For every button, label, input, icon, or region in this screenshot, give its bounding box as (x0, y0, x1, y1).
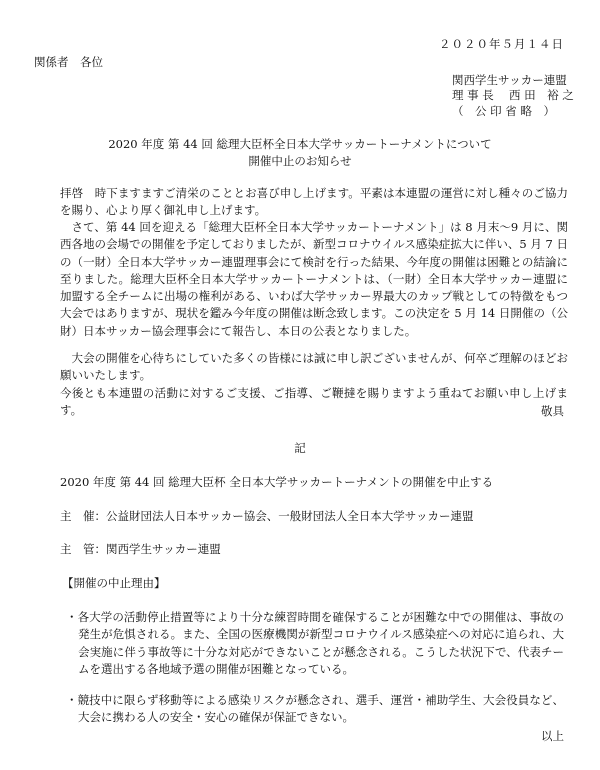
event-statement: 2020 年度 第 44 回 総理大臣杯 全日本大学サッカートーナメントの開催を中止する (60, 475, 494, 489)
organizer-label: 主 催： (60, 509, 106, 523)
document-subtitle: 開催中止のお知らせ (248, 154, 352, 168)
notes-heading: 記 (294, 441, 306, 455)
organizer-value: 公益財団法人日本サッカー協会、一般財団法人全日本大学サッカー連盟 (106, 509, 474, 523)
document-date: ２０２０年５月１４日 (439, 37, 564, 51)
sender-title: 理 事 長 西 田 裕 之 (452, 88, 574, 102)
manager-value: 関西学生サッカー連盟 (106, 542, 221, 556)
greeting-paragraph: 拝啓 時下ますますご清栄のこととお喜び申し上げます。平素は本連盟の運営に対し種々のご協力を賜り、心より厚く御礼申し上げます。 (60, 186, 568, 218)
document-title: 2020 年度 第 44 回 総理大臣杯全日本大学サッカートーナメントについて (108, 137, 492, 151)
reason-item-1: ・各大学の活動停止措置等により十分な練習時間を確保することが困難な中での開催は、事故の発生が危惧される。また、全国の医療機関が新型コロナウイルス感染症への対応に追られ、大会実施に伴う事故等に十分な対応ができないことが懸念される。こうした状況下で、代表チームを選出する各地域予選の開催が困難となっている。 (66, 610, 564, 676)
announcement-paragraph: さて、第 44 回を迎える「総理大臣杯全日本大学サッカートーナメント」は 8 月末〜9 月に、関西各地の会場での開催を予定しておりましたが、新型コロナウイルス感染症拡大に伴い、5 月 7 日の（一財）全日本大学サッカー連盟理事会にて検討を行った結果、今年度の開催は困難との結論に至りました。総理大臣杯全日本大学サッカートーナメントは、（一財）全日本大学サッカー連盟に加盟する全チームに出場の権利がある、いわば大学サッカー界最大のカップ戦としての特徴をもつ大会ではありますが、現状を鑑み今年度の開催は断念致します。この決定を 5 月 14 日開催の（公財）日本サッカー協会理事会にて報告し、本日の公表となりました。 (60, 220, 568, 338)
manager-row (60, 541, 221, 557)
closing-word: 敬具 (541, 404, 564, 418)
addressee: 関係者 各位 (34, 55, 103, 69)
reason-item-2: ・競技中に限らず移動等による感染リスクが懸念され、選手、運営・補助学生、大会役員など、大会に携わる人の安全・安心の確保が保証できない。 (66, 693, 564, 725)
organizer-row (60, 508, 474, 524)
end-mark: 以上 (541, 729, 564, 743)
seal-omitted-note: （ 公 印 省 略 ） (452, 104, 555, 118)
reason-heading: 【開催の中止理由】 (62, 576, 166, 590)
manager-label: 主 管： (60, 542, 106, 556)
apology-paragraph: 大会の開催を心待ちにしていた多くの皆様には誠に申し訳ございませんが、何卒ご理解のほどお願いいたします。 (60, 351, 568, 383)
closing-request-paragraph: 今後とも本連盟の活動に対するご支援、ご指導、ご鞭撻を賜りますよう重ねてお願い申し上げます。 (60, 386, 568, 418)
sender-organization: 関西学生サッカー連盟 (452, 73, 567, 87)
